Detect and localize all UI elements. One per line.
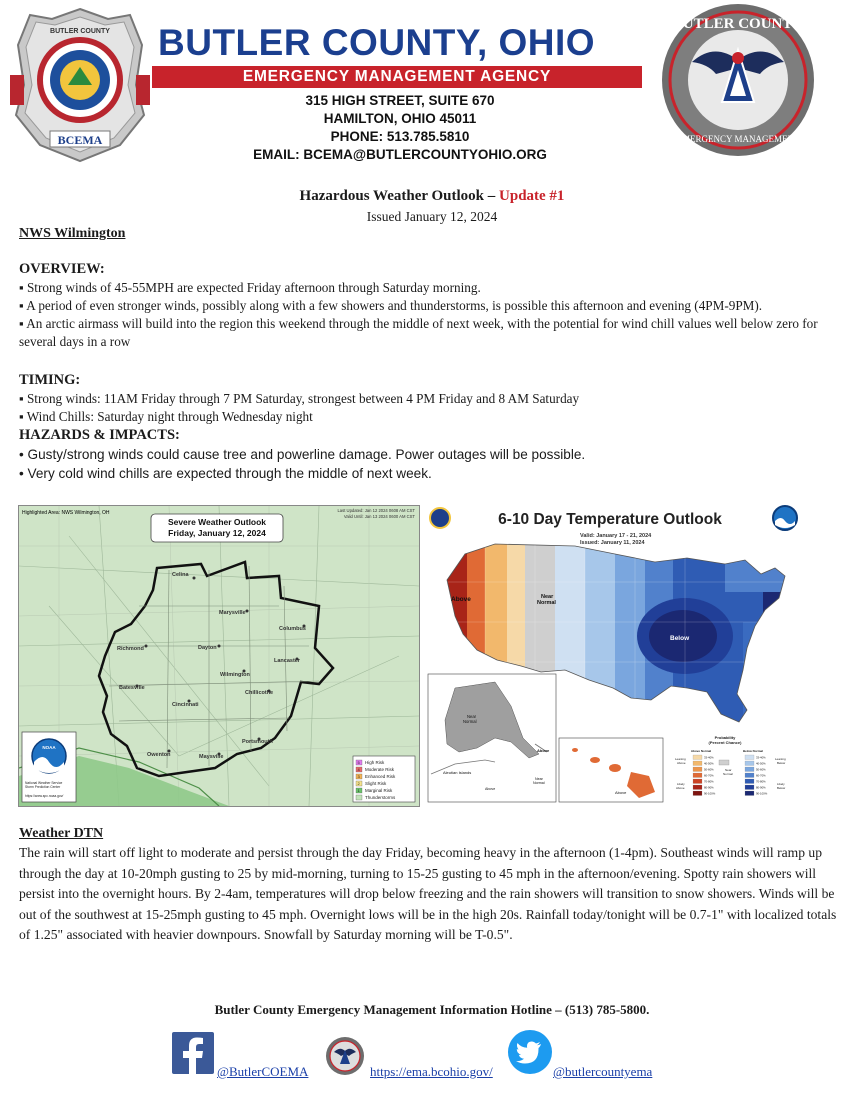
twitter-icon[interactable] (508, 1030, 552, 1074)
overview-heading: OVERVIEW: (19, 261, 105, 277)
legend-percent-label: 40-50% (704, 761, 714, 766)
legend-percent-label: 80-90% (704, 785, 714, 790)
bcema-badge-ring-text: BUTLER COUNTY (50, 28, 110, 35)
legend-percent-label: 33-40% (704, 755, 714, 760)
legend-swatch (356, 795, 362, 800)
legend-percent-label: 60-70% (756, 773, 766, 778)
legend-label: Enhanced Risk (365, 774, 396, 780)
document-title-text: Hazardous Weather Outlook – (299, 188, 500, 204)
city-label-wilmington: Wilmington (220, 672, 250, 678)
legend-color-swatch (745, 779, 754, 784)
legend-percent-label: 70-80% (756, 779, 766, 784)
legend-near-normal: Near Normal (723, 768, 733, 776)
hazards-item: • Very cold wind chills are expected through the middle of next week. (19, 466, 432, 481)
city-label-maysville: Maysville (199, 754, 224, 760)
label-near-normal-aleutian: Near Normal (533, 777, 545, 785)
legend-below-header: Below Normal (742, 749, 764, 753)
address-line-1: 315 HIGH STREET, SUITE 670 (305, 93, 495, 108)
legend-number: 4 (357, 767, 360, 773)
city-label-columbus: Columbus (279, 626, 306, 632)
city-label-cincinnati: Cincinnati (172, 702, 199, 708)
legend-label: Thunderstorms (365, 795, 396, 801)
legend-color-swatch (693, 767, 702, 772)
overview-item: ▪ An arctic airmass will build into the region this weekend through the middle of next week, with the potential for wind chill values well below zero for several days in a row (19, 316, 818, 349)
legend-label: Moderate Risk (365, 767, 395, 773)
legend-color-swatch (693, 785, 702, 790)
temperature-outlook-map (425, 502, 845, 804)
city-label-owenton: Owenton (147, 752, 171, 758)
severe-weather-outlook-map (18, 505, 420, 807)
legend-number: 2 (357, 781, 360, 787)
commerce-seal-icon (430, 508, 450, 528)
dtn-forecast-text: The rain will start off light to moderate and persist through the day Friday, becoming heavy in the afternoon (1-4pm). Southeast winds will ramp up through the day at 10-20mph gusting to 25 by mid-morning, turning to 15-25 gusting to 45 mph in the afternoon/evening. Spotty rain showers will persist into the overnight hours. By 2-4am, temperatures will drop below freezing and the rain showers will transition to snow showers. Winds will be out of the southwest at 15-25mph gusting to 45 mph. Overnight lows will be in the high 20s. Rainfall today/tonight will be 0.7-1" with localized totals of 1.25" associated with heavier downpours. Snowfall by Saturday morning will be T-0.5". (19, 845, 837, 942)
legend-color-swatch (693, 761, 702, 766)
label-above-hawaii: Above (615, 790, 627, 795)
legend-percent-label: 60-70% (704, 773, 714, 778)
legend-leaning-above: Leaning Above (675, 757, 686, 765)
legend-percent-label: 50-60% (756, 767, 766, 772)
address-line-2: HAMILTON, OHIO 45011 (323, 111, 477, 126)
legend-percent-label: 90-100% (756, 791, 768, 796)
email-line: EMAIL: BCEMA@BUTLERCOUNTYOHIO.ORG (253, 147, 547, 162)
legend-likely-above: Likely Above (676, 782, 685, 790)
seal-top-text: BUTLER COUNTY (672, 16, 804, 32)
hazards-item: • Gusty/strong winds could cause tree and powerline damage. Power outages will be possible. (19, 447, 586, 462)
facebook-link[interactable]: @ButlerCOEMA (217, 1064, 309, 1079)
map-title-line-1: Severe Weather Outlook (167, 517, 267, 527)
legend-color-swatch (745, 767, 754, 772)
city-label-dayton: Dayton (198, 645, 217, 651)
legend-color-swatch (693, 755, 702, 760)
website-link[interactable]: https://ema.bcohio.gov/ (370, 1064, 493, 1079)
map-title-line-2: Friday, January 12, 2024 (168, 528, 266, 538)
map-last-updated: Last Updated: Jan 12 2024 0608 AM CST (337, 508, 415, 513)
hotline-text: Butler County Emergency Management Information Hotline – (513) 785-5800. (214, 1002, 650, 1017)
legend-likely-below: Likely Below (777, 782, 786, 790)
seal-bottom-text: EMERGENCY MANAGEMENT (676, 134, 800, 144)
legend-percent-label: 50-60% (704, 767, 714, 772)
issued-date: Issued January 12, 2024 (366, 209, 498, 224)
label-near-normal: Near Normal (537, 594, 556, 606)
hazards-list (19, 445, 839, 483)
label-near-normal-alaska: Near Normal (463, 714, 477, 724)
timing-heading: TIMING: (19, 372, 81, 388)
emergency-management-seal-logo (652, 2, 824, 162)
legend-color-swatch (745, 785, 754, 790)
legend-label: Slight Risk (365, 781, 387, 787)
dtn-heading: Weather DTN (19, 826, 104, 841)
legend-color-swatch (745, 755, 754, 760)
city-label-marysville: Marysville (219, 610, 246, 616)
label-above-west: Above (451, 596, 471, 603)
legend-near-swatch (719, 760, 729, 765)
outlook-title: 6-10 Day Temperature Outlook (498, 511, 722, 528)
document-title (0, 188, 864, 205)
legend-label: Marginal Risk (365, 788, 393, 794)
legend-color-swatch (693, 791, 702, 796)
label-below-east: Below (670, 635, 690, 642)
legend-label: High Risk (365, 760, 385, 766)
overview-item: ▪ Strong winds of 45-55MPH are expected Friday afternoon through Saturday morning. (19, 280, 481, 295)
label-aleutian-islands: Aleutian Islands (443, 770, 472, 775)
noaa-logo-label: NOAA (42, 745, 56, 750)
timing-item: ▪ Wind Chills: Saturday night through Wednesday night (19, 409, 313, 424)
city-label-lancaster: Lancaster (274, 658, 300, 664)
city-label-chillicothe: Chillicothe (245, 690, 274, 696)
legend-percent-label: 70-80% (704, 779, 714, 784)
map-source-url: https://www.spc.noaa.gov/ (25, 794, 64, 798)
phone-line: PHONE: 513.785.5810 (330, 129, 470, 144)
update-number: Update #1 (499, 188, 565, 204)
nws-heading: NWS Wilmington (19, 226, 126, 241)
city-label-richmond: Richmond (117, 646, 144, 652)
legend-color-swatch (745, 791, 754, 796)
legend-percent-label: 40-50% (756, 761, 766, 766)
city-label-celina: Celina (172, 572, 189, 578)
agency-name-banner: EMERGENCY MANAGEMENT AGENCY (152, 66, 642, 88)
legend-leaning-below: Leaning Below (775, 757, 786, 765)
legend-above-header: Above Normal (690, 749, 712, 753)
city-label-portsmouth: Portsmouth (242, 739, 273, 745)
legend-color-swatch (745, 773, 754, 778)
timing-list (19, 390, 819, 426)
legend-number: 1 (357, 788, 360, 794)
timing-item: ▪ Strong winds: 11AM Friday through 7 PM Saturday, strongest between 4 PM Friday and 8 AM Saturday (19, 391, 580, 406)
twitter-link[interactable]: @butlercountyema (553, 1064, 653, 1079)
outlook-issued-date: Issued: January 11, 2024 (580, 540, 645, 546)
hazards-heading: HAZARDS & IMPACTS: (19, 427, 180, 443)
bcema-badge-text: BCEMA (57, 133, 103, 147)
city-label-batesville: Batesville (119, 685, 145, 691)
bcema-seal-small-icon (325, 1036, 365, 1076)
legend-color-swatch (693, 773, 702, 778)
legend-color-swatch (745, 761, 754, 766)
legend-percent-label: 80-90% (756, 785, 766, 790)
map-area-label: Highlighted Area: NWS Wilmington, OH (22, 510, 110, 516)
label-above-aleutian: Above (485, 787, 496, 791)
map-source-label: National Weather Service Storm Prediction Center (25, 781, 63, 789)
legend-number: 5 (357, 760, 360, 766)
bcema-badge-logo (10, 5, 150, 165)
map-valid-until: Valid Until: Jan 13 2024 0600 AM CST (343, 514, 415, 519)
legend-number: 3 (357, 774, 360, 780)
legend-title: Probability (Percent Chance) (708, 735, 742, 745)
overview-list (19, 279, 819, 351)
overview-item: ▪ A period of even stronger winds, possibly along with a few showers and thunderstorms, is possible this afternoon and evening (4PM-9PM). (19, 298, 763, 313)
legend-percent-label: 33-40% (756, 755, 766, 760)
facebook-icon[interactable] (172, 1032, 214, 1074)
label-above-alaska: Above (537, 748, 550, 753)
outlook-valid-date: Valid: January 17 - 21, 2024 (580, 533, 652, 539)
agency-county-title: BUTLER COUNTY, OHIO (158, 22, 596, 63)
legend-color-swatch (693, 779, 702, 784)
legend-percent-label: 90-100% (704, 791, 716, 796)
